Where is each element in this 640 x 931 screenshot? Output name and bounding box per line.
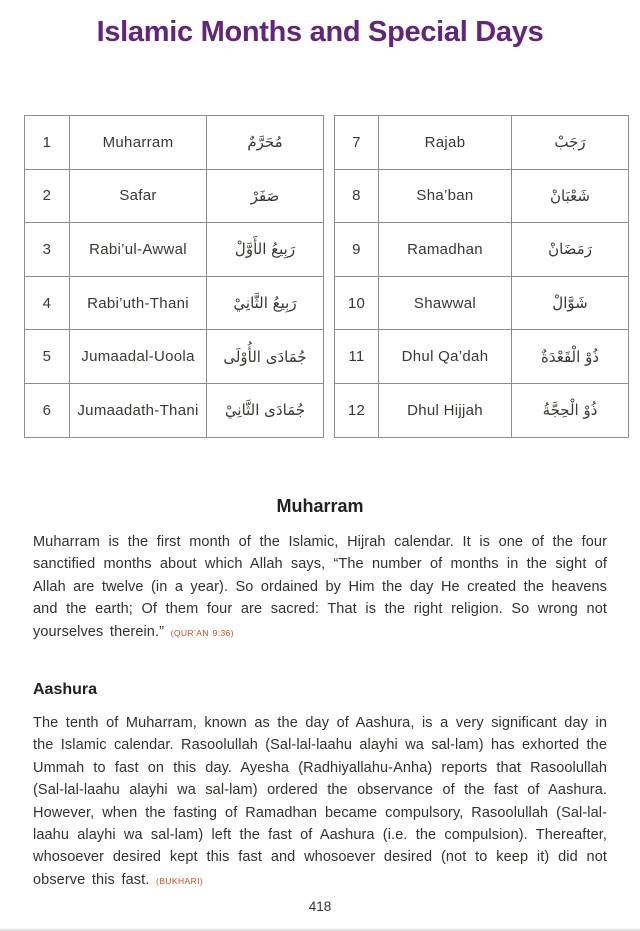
month-number: 10 (335, 276, 379, 330)
quran-citation: (QUR’AN 9:36) (170, 627, 235, 638)
table-row (335, 116, 629, 170)
table-row (335, 276, 629, 330)
month-arabic: رَجَبْ (512, 116, 629, 170)
month-arabic: جُمَادَى الأُوْلَى (207, 330, 324, 384)
month-arabic: صَفَرْ (207, 169, 324, 223)
table-row (25, 383, 324, 437)
month-arabic: ذُوْ الْحِجَّةُ (512, 383, 629, 437)
month-number: 6 (25, 383, 70, 437)
month-name: Jumaadath-Thani (70, 383, 207, 437)
page-number: 418 (308, 899, 332, 914)
month-name: Rajab (379, 116, 512, 170)
month-number: 3 (25, 223, 70, 277)
table-row (25, 223, 324, 277)
month-number: 7 (335, 116, 379, 170)
section-heading-aashura: Aashura (33, 681, 98, 698)
section-heading-muharram: Muharram (276, 496, 364, 516)
month-arabic: رَبِيعُ الثَّانِيْ (207, 276, 324, 330)
month-name: Rabi’ul-Awwal (70, 223, 207, 277)
bukhari-citation: (BUKHARI) (156, 875, 204, 886)
muharram-paragraph (33, 531, 607, 644)
month-arabic: جُمَادَى الثَّانِيْ (207, 383, 324, 437)
table-row (335, 330, 629, 384)
month-number: 1 (25, 116, 70, 170)
table-row (25, 330, 324, 384)
table-row (25, 116, 324, 170)
month-number: 8 (335, 169, 379, 223)
month-arabic: شَعْبَانْ (512, 169, 629, 223)
month-arabic: شَوَّالْ (512, 276, 629, 330)
months-tables (24, 115, 627, 438)
table-row (335, 383, 629, 437)
month-number: 2 (25, 169, 70, 223)
month-name: Safar (70, 169, 207, 223)
table-row (335, 169, 629, 223)
month-number: 12 (335, 383, 379, 437)
table-row (25, 169, 324, 223)
month-arabic: ذُوْ الْقَعْدَةٌ (512, 330, 629, 384)
month-name: Dhul Qa’dah (379, 330, 512, 384)
month-number: 5 (25, 330, 70, 384)
muharram-body-text: Muharram is the first month of the Islamic, Hijrah calendar. It is one of the four sanctified months about which Allah says, “The number of months in the sight of Allah are twelve (in a year). So ordained by Him the day He created the heavens and the earth; Of them four are sacred: That is the right religion. So wrong not yourselves therein.” (33, 534, 607, 640)
aashura-body-text: The tenth of Muharram, known as the day of Aashura, is a very significant day in the Islamic calendar. Rasoolullah (Sal-lal-laahu alayhi wa sal-lam) has exhorted the Ummah to fast on this day. Ayesha (Radhiyallahu-Anha) reports that Rasoolullah (Sal-lal-laahu alayhi wa sal-lam) ordered the observance of the fast of Aashura. However, when the fasting of Ramadhan became compulsory, Rasoolullah (Sal-lal-laahu alayhi wa sal-lam) left the fast of Aashura (i.e. the compulsion). Thereafter, whosoever desired kept this fast and whosoever desired (not to keep it) did not observe this fast. (33, 715, 607, 888)
table-row (335, 223, 629, 277)
month-name: Rabi’uth-Thani (70, 276, 207, 330)
aashura-paragraph (33, 712, 607, 892)
months-table-right (334, 115, 629, 438)
month-name: Sha’ban (379, 169, 512, 223)
month-arabic: مُحَرَّمٌ (207, 116, 324, 170)
month-name: Jumaadal-Uoola (70, 330, 207, 384)
month-number: 11 (335, 330, 379, 384)
month-number: 4 (25, 276, 70, 330)
month-arabic: رَبِيعُ الأَوَّلْ (207, 223, 324, 277)
month-number: 9 (335, 223, 379, 277)
month-name: Dhul Hijjah (379, 383, 512, 437)
months-table-left (24, 115, 324, 438)
month-name: Ramadhan (379, 223, 512, 277)
table-row (25, 276, 324, 330)
month-name: Muharram (70, 116, 207, 170)
month-arabic: رَمَضَانْ (512, 223, 629, 277)
month-name: Shawwal (379, 276, 512, 330)
page-title: Islamic Months and Special Days (96, 16, 544, 48)
